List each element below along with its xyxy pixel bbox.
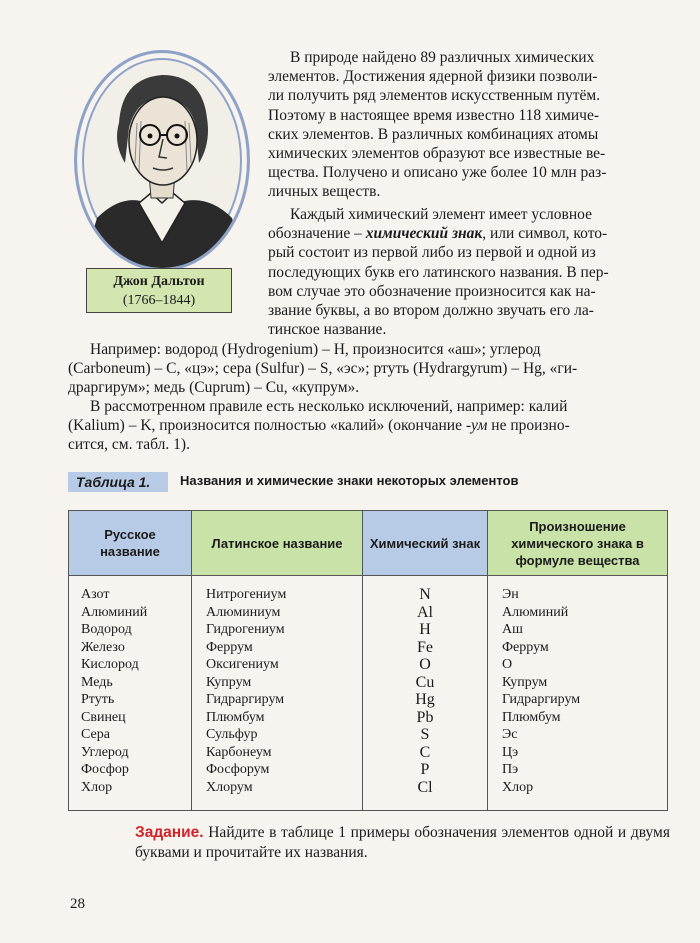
table-body-row xyxy=(69,576,668,811)
paragraph-4 xyxy=(68,397,668,455)
column-pronunciation xyxy=(488,576,668,811)
task-label: Задание. xyxy=(135,824,204,841)
dalton-portrait xyxy=(74,50,250,271)
table-label: Таблица 1. xyxy=(68,472,168,492)
text-span: не произно- xyxy=(487,417,570,435)
cell: Купрум xyxy=(206,674,252,690)
text-line: ли получить ряд элементов искусственным путём. xyxy=(268,87,601,105)
text-line xyxy=(268,224,668,243)
text-line: Например: водород (Hydrogenium) – H, произносится «аш»; углерод xyxy=(90,341,541,358)
text-line: драргирум»; медь (Cuprum) – Cu, «купрум». xyxy=(68,379,360,397)
cell: Хлорум xyxy=(206,779,253,795)
text-line: последующих букв его латинского названия. В пер- xyxy=(268,263,609,281)
cell: Алюминий xyxy=(81,604,148,620)
text-line: вом случае это обозначение произносится как на- xyxy=(268,282,596,300)
cell: Fe xyxy=(417,638,433,656)
cell: C xyxy=(419,743,431,761)
text-line: рый состоит из первой либо из первой и одной из xyxy=(268,244,596,262)
text-line: (Carboneum) – C, «цэ»; сера (Sulfur) – S, «эс»; ртуть (Hydrargyrum) – Hg, «ги- xyxy=(68,360,578,378)
paragraph-1 xyxy=(268,48,668,202)
cell: Сера xyxy=(81,727,110,742)
cell: O xyxy=(419,656,431,673)
text-line: звание буквы, а во втором должно звучать его ла- xyxy=(268,302,594,320)
cell: Пэ xyxy=(502,762,519,777)
cell: Cl xyxy=(417,778,433,796)
text-span: обозначение – xyxy=(268,225,366,243)
cell: Алюминий xyxy=(502,604,569,620)
cell: Сульфур xyxy=(206,727,258,742)
column-symbol xyxy=(363,576,488,811)
header-pronunciation: Произношение химического знака в формуле вещества xyxy=(488,511,668,576)
cell: Купрум xyxy=(502,674,548,690)
term-chemical-sign: химический знак xyxy=(365,225,483,243)
text-span: , или символ, кото- xyxy=(482,225,608,243)
cell: Кислород xyxy=(81,657,139,672)
cell: Эн xyxy=(502,587,519,602)
elements-table xyxy=(68,510,668,811)
cell: Карбонеум xyxy=(206,744,272,760)
text-line: химических элементов образуют все известные ве- xyxy=(268,145,606,163)
cell: Углерод xyxy=(81,744,129,760)
cell: Цэ xyxy=(502,744,519,760)
paragraph-3 xyxy=(68,340,668,398)
cell: Оксигениум xyxy=(206,657,279,672)
text-line: В природе найдено 89 различных химических xyxy=(290,49,595,66)
cell: Гидрогениум xyxy=(206,622,285,637)
table-header-row xyxy=(69,511,668,576)
header-chemical-sign: Химический знак xyxy=(363,511,488,576)
text-line: Каждый химический элемент имеет условное xyxy=(290,206,592,223)
cell: Железо xyxy=(81,639,125,655)
task-block xyxy=(135,823,670,862)
cell: S xyxy=(420,726,430,743)
cell: Водород xyxy=(81,622,132,637)
cell: Фосфор xyxy=(81,762,129,777)
text-line: тинское название. xyxy=(268,321,387,339)
page-number: 28 xyxy=(70,896,85,912)
cell: Гидраргирум xyxy=(502,692,581,707)
cell: Свинец xyxy=(81,709,126,725)
text-span-italic: -ум xyxy=(465,417,488,435)
text-line: щества. Получено и описано уже более 10 млн раз- xyxy=(268,164,607,182)
text-line: элементов. Достижения ядерной физики позволи- xyxy=(268,68,598,86)
cell: Феррум xyxy=(502,639,549,655)
cell: Фосфорум xyxy=(206,762,270,777)
cell: Нитрогениум xyxy=(206,587,287,602)
dalton-portrait-drawing xyxy=(77,53,247,268)
column-latin xyxy=(192,576,363,811)
cell: Плюмбум xyxy=(502,709,561,725)
table-title: Названия и химические знаки некоторых элементов xyxy=(180,473,519,488)
cell: H xyxy=(419,621,431,638)
cell: Cu xyxy=(415,673,435,691)
text-line: В рассмотренном правиле есть несколько исключений, например: калий xyxy=(90,398,568,415)
cell: Феррум xyxy=(206,639,253,655)
cell: Медь xyxy=(81,674,113,690)
cell: Hg xyxy=(415,691,435,708)
cell: N xyxy=(419,586,431,603)
cell: Хлор xyxy=(81,779,113,795)
portrait-years: (1766–1844) xyxy=(122,293,196,308)
portrait-name: Джон Дальтон xyxy=(113,274,205,289)
cell: Ртуть xyxy=(81,692,115,707)
cell: Эс xyxy=(502,727,518,742)
cell: Хлор xyxy=(502,779,534,795)
portrait-figure xyxy=(70,40,252,315)
text-line xyxy=(68,416,668,435)
text-line: ских элементов. В различных комбинациях атомы xyxy=(268,125,599,143)
cell: Гидраргирум xyxy=(206,692,285,707)
column-russian xyxy=(69,576,192,811)
cell: Плюмбум xyxy=(206,709,265,725)
portrait-caption xyxy=(86,268,232,313)
cell: Аш xyxy=(502,622,523,637)
text-span: (Kalium) – K, произносится полностью «калий» (окончание xyxy=(68,417,466,435)
paragraph-2 xyxy=(268,205,668,339)
cell: Азот xyxy=(81,587,110,602)
cell: Pb xyxy=(416,708,434,726)
task-text: Найдите в таблице 1 примеры обозначения элементов одной и двумя буквами и прочитайте их названия. xyxy=(135,824,670,861)
cell: О xyxy=(502,657,513,672)
text-line: сится, см. табл. 1). xyxy=(68,436,190,454)
cell: Алюминиум xyxy=(206,604,281,620)
header-russian-name: Русское название xyxy=(69,511,192,576)
text-line: Поэтому в настоящее время известно 118 химиче- xyxy=(268,106,599,124)
header-latin-name: Латинское название xyxy=(192,511,363,576)
cell: P xyxy=(420,761,430,778)
text-line: личных веществ. xyxy=(268,183,381,201)
cell: Al xyxy=(417,603,433,621)
